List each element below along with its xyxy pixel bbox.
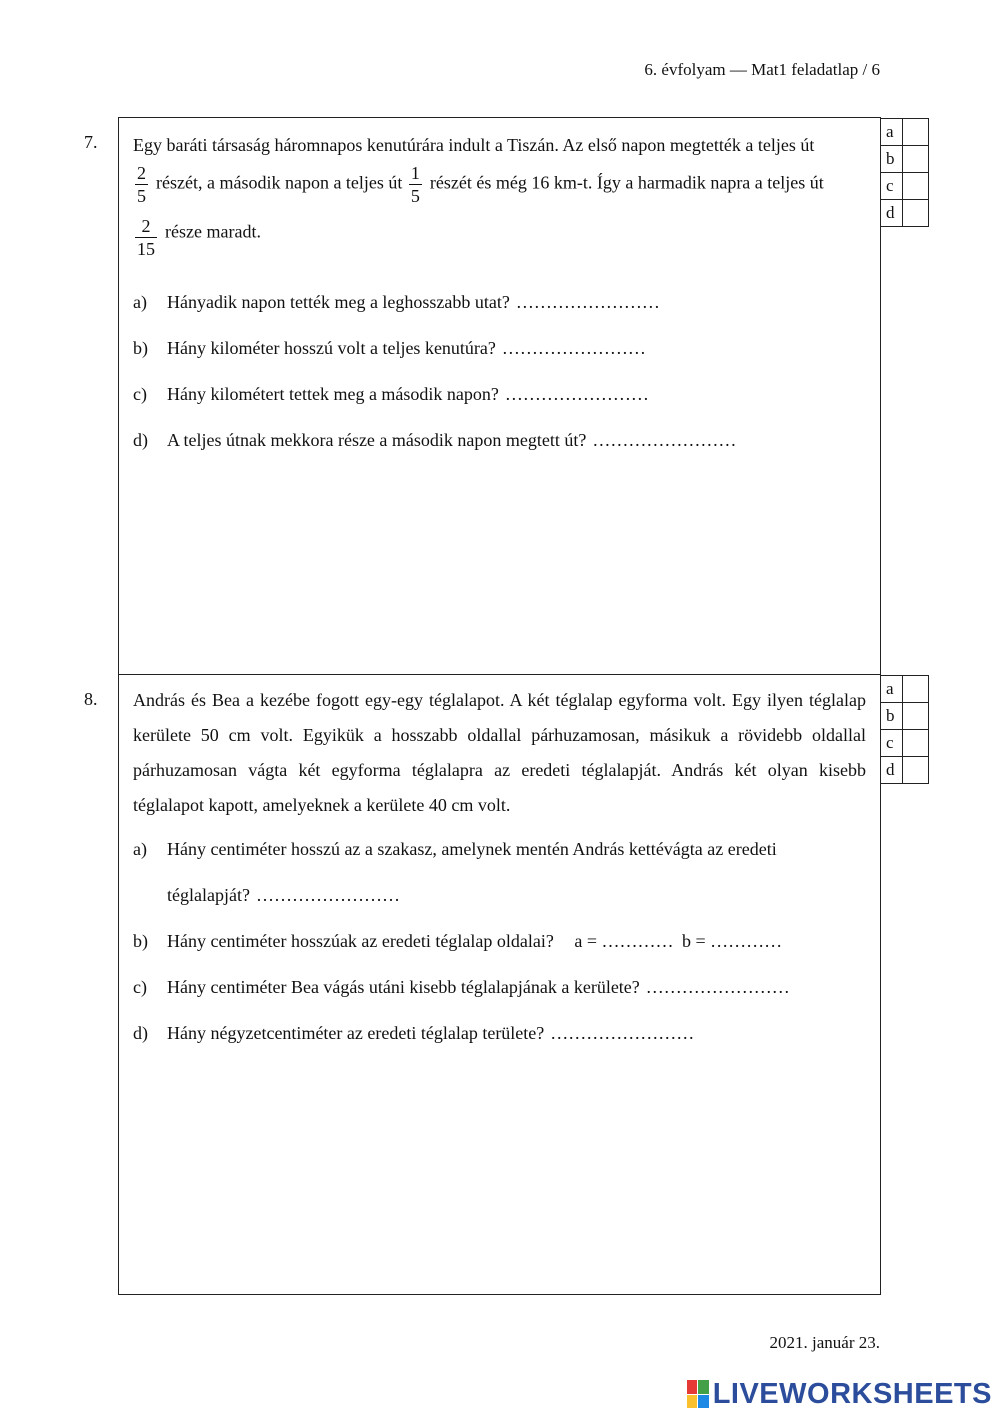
score-label: d bbox=[881, 757, 903, 784]
answer-blank[interactable]: …………………… bbox=[515, 292, 660, 312]
question-label: c) bbox=[133, 384, 147, 404]
question-text: Hányadik napon tették meg a leghosszabb utat? bbox=[167, 292, 510, 312]
fraction-denominator: 15 bbox=[137, 239, 155, 259]
task-7-question-c bbox=[133, 384, 866, 405]
task-7-intro-text-2: részét, a második napon a teljes út bbox=[156, 172, 403, 193]
task-7-intro bbox=[133, 128, 866, 260]
question-text: A teljes útnak mekkora része a második napon megtett út? bbox=[167, 430, 587, 450]
answer-blank[interactable]: …………………… bbox=[255, 885, 400, 905]
task-7-question-d bbox=[133, 430, 866, 451]
answer-blank[interactable]: …………………… bbox=[550, 1023, 695, 1043]
question-label: b) bbox=[133, 931, 148, 951]
fraction-denominator: 5 bbox=[137, 186, 146, 206]
answer-blank[interactable]: …………………… bbox=[645, 977, 790, 997]
question-text-continuation: téglalapját? bbox=[167, 885, 250, 905]
score-label: b bbox=[881, 146, 903, 173]
score-cell[interactable] bbox=[903, 173, 929, 200]
task-7-intro-text-3: részét és még 16 km-t. Így a harmadik napra a teljes út bbox=[429, 172, 824, 193]
task-7-intro-text-1: Egy baráti társaság háromnapos kenutúrára indult a Tiszán. Az első napon megtették a teljes út bbox=[133, 135, 815, 155]
page-footer-date: 2021. január 23. bbox=[769, 1333, 880, 1352]
question-text: Hány centiméter hosszú az a szakasz, amelynek mentén András kettévágta az eredeti bbox=[167, 839, 777, 859]
question-text: Hány kilométer hosszú volt a teljes kenutúra? bbox=[167, 338, 496, 358]
page-header: 6. évfolyam — Mat1 feladatlap / 6 bbox=[644, 60, 880, 79]
task-7-number: 7. bbox=[84, 132, 98, 152]
side-a-blank[interactable]: ………… bbox=[601, 931, 674, 951]
score-label: d bbox=[881, 200, 903, 227]
question-label: a) bbox=[133, 839, 147, 859]
answer-blank[interactable]: …………………… bbox=[504, 384, 649, 404]
liveworksheets-brand[interactable] bbox=[687, 1377, 992, 1411]
score-cell[interactable] bbox=[903, 676, 929, 703]
question-label: b) bbox=[133, 338, 148, 358]
task-7-question-b bbox=[133, 338, 866, 359]
task-8-question-c bbox=[133, 977, 866, 998]
logo-block-red bbox=[687, 1380, 698, 1394]
score-label: c bbox=[881, 730, 903, 757]
side-a-label: a = bbox=[574, 931, 597, 951]
score-cell[interactable] bbox=[903, 703, 929, 730]
fraction-numerator: 2 bbox=[137, 163, 146, 183]
score-cell[interactable] bbox=[903, 200, 929, 227]
score-label: b bbox=[881, 703, 903, 730]
question-text: Hány kilométert tettek meg a második napon? bbox=[167, 384, 499, 404]
score-label: a bbox=[881, 119, 903, 146]
answer-blank[interactable]: …………………… bbox=[592, 430, 737, 450]
score-cell[interactable] bbox=[903, 146, 929, 173]
task-8-score-table bbox=[880, 675, 929, 784]
liveworksheets-logo-icon bbox=[687, 1380, 709, 1408]
fraction-one-fifth bbox=[409, 162, 422, 207]
score-cell[interactable] bbox=[903, 119, 929, 146]
side-b-blank[interactable]: ………… bbox=[710, 931, 783, 951]
question-text: Hány centiméter Bea vágás utáni kisebb téglalapjának a kerülete? bbox=[167, 977, 640, 997]
fraction-two-fifteenths bbox=[135, 215, 157, 260]
answer-blank[interactable]: …………………… bbox=[501, 338, 646, 358]
task-8-question-b bbox=[133, 931, 866, 952]
score-label: c bbox=[881, 173, 903, 200]
task-7-intro-text-4: része maradt. bbox=[165, 221, 261, 242]
task-8-number: 8. bbox=[84, 689, 98, 709]
liveworksheets-wordmark: LIVEWORKSHEETS bbox=[712, 1377, 992, 1410]
score-label: a bbox=[881, 676, 903, 703]
fraction-numerator: 1 bbox=[410, 163, 420, 183]
question-label: d) bbox=[133, 1023, 148, 1043]
question-label: c) bbox=[133, 977, 147, 997]
logo-block-yellow bbox=[687, 1395, 698, 1409]
task-8-question-a bbox=[133, 839, 866, 860]
task-8-intro: András és Bea a kezébe fogott egy-egy téglalapot. A két téglalap egyforma volt. Egy ilyen téglalap kerülete 50 cm volt. Egyikük a hosszabb oldallal párhuzamosan, másikuk a rövidebb oldallal párhuzamosan vágta két egyforma téglalapra az eredeti téglalapját. András két olyan kisebb téglalapot kapott, amelyeknek a kerülete 40 cm volt. bbox=[133, 690, 866, 815]
question-label: d) bbox=[133, 430, 148, 450]
task-7-score-table bbox=[880, 118, 929, 227]
score-cell[interactable] bbox=[903, 730, 929, 757]
task-7-question-a bbox=[133, 292, 866, 313]
question-text: Hány centiméter hosszúak az eredeti téglalap oldalai? bbox=[167, 931, 554, 951]
question-label: a) bbox=[133, 292, 147, 312]
logo-block-green bbox=[698, 1380, 709, 1394]
task-8-box bbox=[118, 674, 881, 1295]
question-text: Hány négyzetcentiméter az eredeti téglalap területe? bbox=[167, 1023, 545, 1043]
score-cell[interactable] bbox=[903, 757, 929, 784]
fraction-denominator: 5 bbox=[410, 186, 420, 206]
fraction-two-fifths bbox=[135, 162, 148, 207]
logo-block-blue bbox=[698, 1395, 709, 1409]
task-7-box bbox=[118, 117, 881, 675]
task-8-question-a-continuation bbox=[133, 885, 866, 906]
task-8-question-d bbox=[133, 1023, 866, 1044]
side-b-label: b = bbox=[681, 931, 706, 951]
fraction-numerator: 2 bbox=[135, 215, 157, 238]
